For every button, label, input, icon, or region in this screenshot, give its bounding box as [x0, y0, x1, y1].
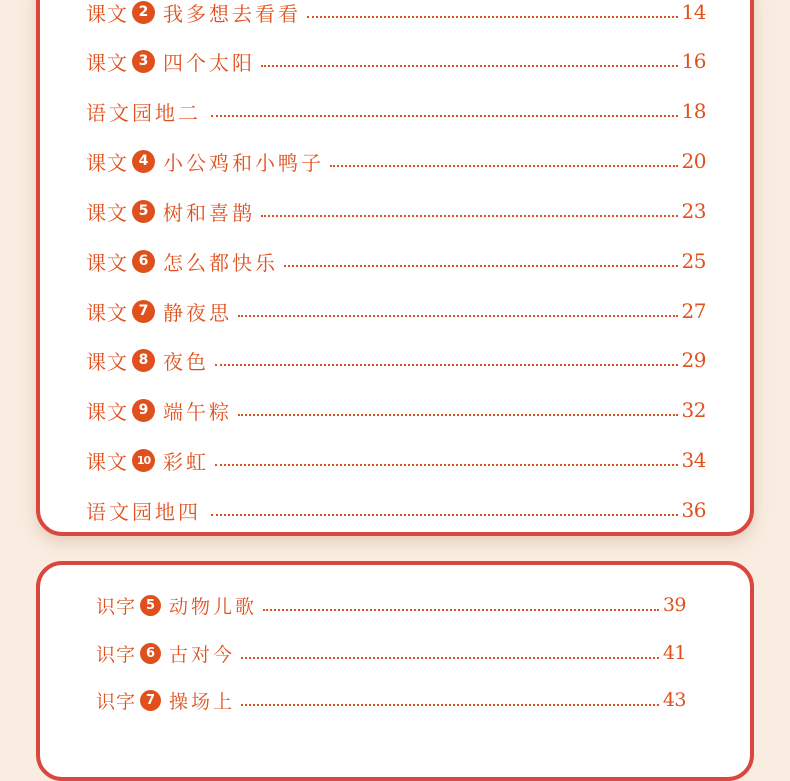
- entry-kind: 课文: [86, 1, 128, 26]
- page-number: 25: [681, 249, 706, 273]
- entry-kind: 课文: [86, 349, 128, 374]
- entry-kind: 课文: [86, 449, 128, 474]
- dot-leader: [330, 165, 678, 167]
- entry-title: 四个太阳: [163, 50, 255, 75]
- lesson-number-badge: 6: [140, 643, 161, 664]
- lesson-number-badge: 7: [140, 690, 161, 711]
- lesson-number-badge: 2: [132, 1, 155, 24]
- toc-entry[interactable]: [86, 246, 706, 276]
- dot-leader: [241, 657, 659, 659]
- dot-leader: [238, 414, 678, 416]
- page-number: 23: [681, 199, 706, 223]
- toc-entry[interactable]: [86, 46, 706, 76]
- entry-title: 小公鸡和小鸭子: [163, 150, 324, 175]
- toc-entry[interactable]: [86, 345, 706, 375]
- entry-title: 夜色: [163, 349, 209, 374]
- page-number: 34: [681, 448, 706, 472]
- entry-kind: 课文: [86, 300, 128, 325]
- toc-entry[interactable]: [96, 590, 686, 620]
- dot-leader: [215, 364, 678, 366]
- entry-title: 彩虹: [163, 449, 209, 474]
- page-number: 41: [662, 642, 686, 664]
- lesson-number-badge: 3: [132, 50, 155, 73]
- entry-kind: 课文: [86, 200, 128, 225]
- page-number: 18: [681, 99, 706, 123]
- entry-kind: 语文园地二: [86, 100, 201, 125]
- toc-entry[interactable]: [96, 638, 686, 668]
- page-number: 20: [681, 149, 706, 173]
- page-number: 32: [681, 398, 706, 422]
- entry-kind: 识字: [96, 595, 137, 618]
- page-number: 36: [681, 498, 706, 522]
- lesson-number-badge: 9: [132, 399, 155, 422]
- toc-entry[interactable]: [86, 495, 706, 525]
- toc-entry[interactable]: [86, 0, 706, 27]
- dot-leader: [215, 464, 678, 466]
- entry-kind: 课文: [86, 50, 128, 75]
- entry-kind: 课文: [86, 250, 128, 275]
- lesson-number-badge: 10: [132, 449, 155, 472]
- lesson-number-badge: 4: [132, 150, 155, 173]
- page-number: 39: [662, 594, 686, 616]
- toc-entry[interactable]: [86, 146, 706, 176]
- toc-entry[interactable]: [86, 96, 706, 126]
- lesson-number-badge: 5: [140, 595, 161, 616]
- entry-title: 怎么都快乐: [163, 250, 278, 275]
- toc-entry[interactable]: [86, 296, 706, 326]
- entry-kind: 课文: [86, 150, 128, 175]
- dot-leader: [284, 265, 678, 267]
- dot-leader: [263, 609, 659, 611]
- entry-kind: 识字: [96, 690, 137, 713]
- toc-entry[interactable]: [86, 196, 706, 226]
- entry-title: 静夜思: [163, 300, 232, 325]
- toc-entry[interactable]: [86, 395, 706, 425]
- toc-entry[interactable]: [86, 445, 706, 475]
- toc-entry[interactable]: [96, 685, 686, 715]
- entry-title: 树和喜鹊: [163, 200, 255, 225]
- dot-leader: [211, 115, 678, 117]
- lesson-number-badge: 7: [132, 300, 155, 323]
- entry-title: 端午粽: [163, 399, 232, 424]
- dot-leader: [307, 16, 678, 18]
- entry-title: 动物儿歌: [169, 595, 258, 618]
- page-number: 29: [681, 348, 706, 372]
- page-number: 27: [681, 299, 706, 323]
- entry-kind: 语文园地四: [86, 499, 201, 524]
- entry-title: 我多想去看看: [163, 1, 301, 26]
- entry-kind: 识字: [96, 643, 137, 666]
- entry-title: 古对今: [169, 643, 236, 666]
- entry-kind: 课文: [86, 399, 128, 424]
- page-number: 43: [662, 689, 686, 711]
- dot-leader: [238, 315, 678, 317]
- lesson-number-badge: 6: [132, 250, 155, 273]
- page-number: 14: [681, 0, 706, 24]
- page-number: 16: [681, 49, 706, 73]
- lesson-number-badge: 8: [132, 349, 155, 372]
- entry-title: 操场上: [169, 690, 236, 713]
- dot-leader: [211, 514, 678, 516]
- dot-leader: [261, 215, 678, 217]
- dot-leader: [261, 65, 678, 67]
- lesson-number-badge: 5: [132, 200, 155, 223]
